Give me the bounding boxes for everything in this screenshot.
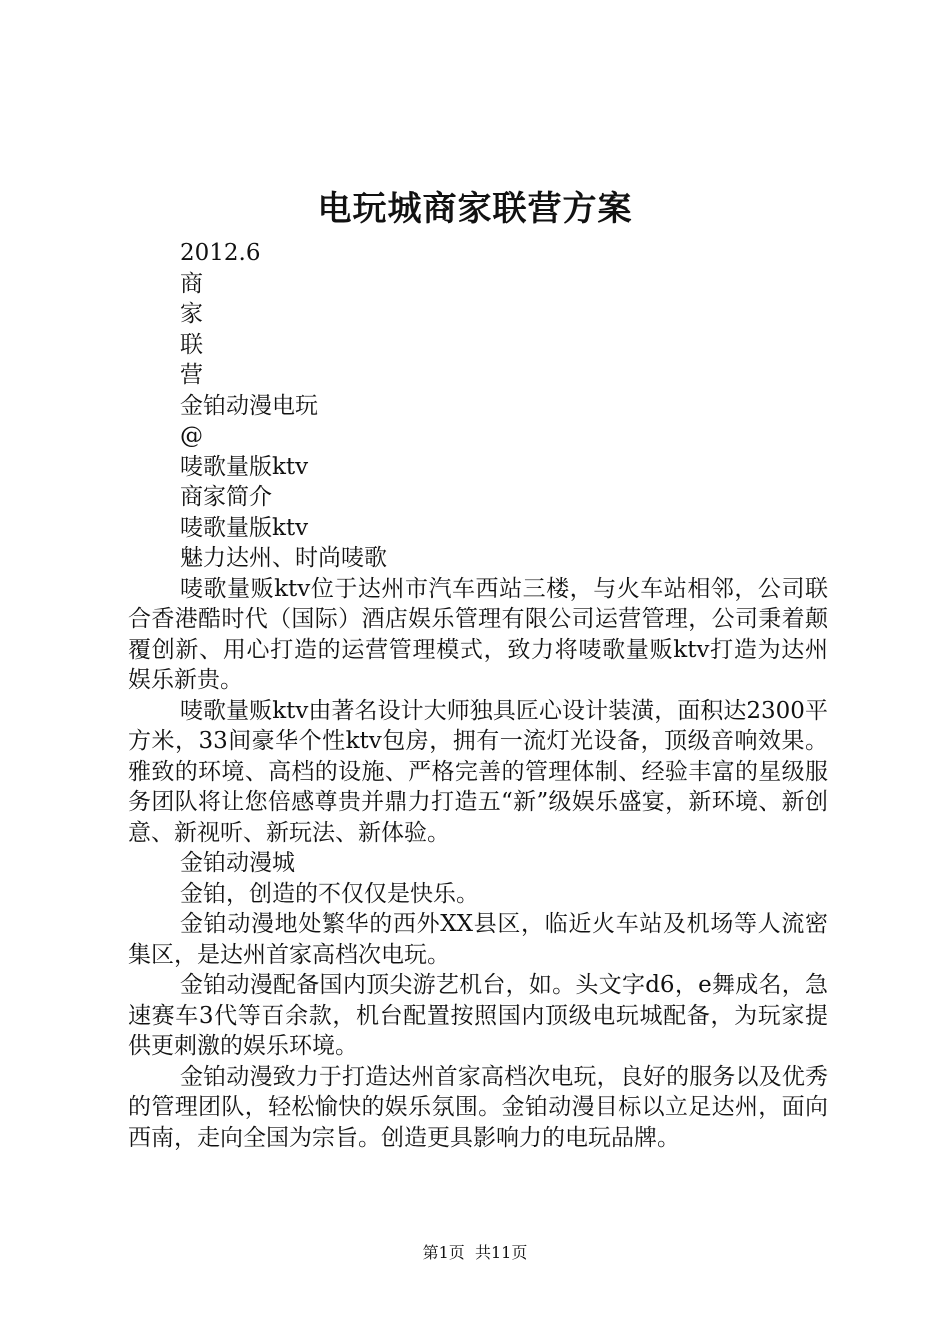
vertical-char-4: 营: [180, 362, 203, 388]
merchant-name-2: 唛歌量版ktv: [180, 453, 309, 480]
ktv-heading: 唛歌量版ktv: [180, 514, 309, 541]
paragraph-arcade-location: 金铂动漫地处繁华的西外XX县区，临近火车站及机场等人流密集区，是达州首家高档次电玩。: [128, 911, 828, 968]
date-line: 2012.6: [180, 240, 261, 266]
vertical-char-3: 联: [180, 331, 203, 358]
vertical-char-1: 商: [180, 270, 203, 297]
arcade-tagline: 金铂，创造的不仅仅是快乐。: [180, 880, 479, 907]
page-footer: [0, 1241, 950, 1265]
paragraph-arcade-goals: 金铂动漫致力于打造达州首家高档次电玩，良好的服务以及优秀的管理团队，轻松愉快的娱乐氛围。金铂动漫目标以立足达州，面向西南，走向全国为宗旨。创造更具影响力的电玩品牌。: [128, 1063, 828, 1151]
document-body: [128, 238, 828, 1153]
vertical-char-2: 家: [180, 301, 203, 327]
page-number: 第1页: [422, 1243, 465, 1262]
document-title: 电玩城商家联营方案: [317, 189, 633, 229]
page-total: 共11页: [474, 1243, 528, 1262]
paragraph-ktv-design: 唛歌量贩ktv由著名设计大师独具匠心设计装潢，面积达2300平方米，33间豪华个性ktv包房，拥有一流灯光设备，顶级音响效果。雅致的环境、高档的设施、严格完善的管理体制、经验丰富的星级服务团队将让您倍感尊贵并鼎力打造五“新”级娱乐盛宴，新环境、新创意、新视听、新玩法、新体验。: [128, 697, 828, 846]
paragraph-ktv-location: 唛歌量贩ktv位于达州市汽车西站三楼，与火车站相邻，公司联合香港酷时代（国际）酒店娱乐管理有限公司运营管理，公司秉着颠覆创新、用心打造的运营管理模式，致力将唛歌量贩ktv打造为达州娱乐新贵。: [128, 575, 828, 693]
section-heading-arcade: 金铂动漫城: [180, 850, 295, 876]
merchant-name-1: 金铂动漫电玩: [180, 392, 318, 419]
section-heading-intro: 商家简介: [180, 484, 272, 510]
paragraph-arcade-machines: 金铂动漫配备国内顶尖游艺机台，如。头文字d6，e舞成名，急速赛车3代等百余款，机台配置按照国内顶级电玩城配备，为玩家提供更刺激的娱乐环境。: [128, 972, 828, 1059]
at-symbol: @: [180, 423, 203, 449]
ktv-slogan: 魅力达州、时尚唛歌: [180, 545, 387, 571]
